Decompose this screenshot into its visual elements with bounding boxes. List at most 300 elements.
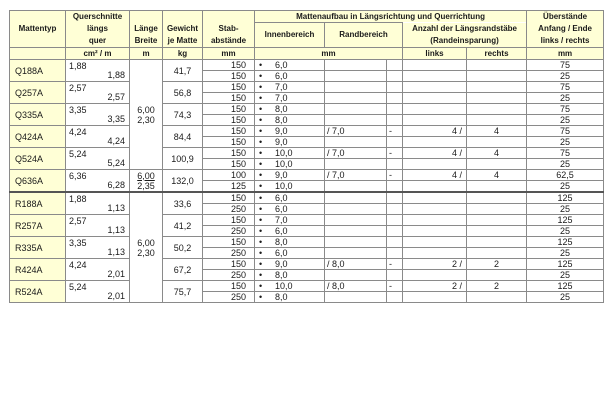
inner-diameter bbox=[255, 237, 325, 248]
spacing-value: 150 bbox=[203, 259, 255, 270]
edge-dash bbox=[387, 292, 403, 303]
inner-diameter-value: 9,0 bbox=[275, 259, 288, 269]
bullet-icon: • bbox=[259, 104, 263, 114]
inner-diameter bbox=[255, 82, 325, 93]
cross-long-value: 1,88 bbox=[69, 194, 87, 204]
cross-trans-value: 1,13 bbox=[107, 225, 125, 235]
unit-right: rechts bbox=[467, 48, 527, 60]
spacing-value: 150 bbox=[203, 215, 255, 226]
edge-dash bbox=[387, 204, 403, 215]
cross-trans-value: 1,88 bbox=[107, 70, 125, 80]
overhang-value: 125 bbox=[527, 237, 604, 248]
inner-diameter bbox=[255, 181, 325, 193]
bullet-icon: • bbox=[259, 292, 263, 302]
cross-trans-value: 2,01 bbox=[107, 291, 125, 301]
spacing-value: 150 bbox=[203, 115, 255, 126]
cross-section-cell bbox=[66, 82, 130, 104]
mesh-spec-table bbox=[9, 10, 604, 303]
unit-layout: mm bbox=[255, 48, 403, 60]
overhang-value: 125 bbox=[527, 215, 604, 226]
header-spacing-spacer bbox=[203, 11, 255, 23]
header-overhang-2: Anfang / Ende bbox=[527, 23, 604, 36]
inner-diameter bbox=[255, 60, 325, 71]
edge-bars-left: 4 / bbox=[403, 148, 467, 159]
width-value: 2,35 bbox=[137, 180, 155, 191]
inner-diameter bbox=[255, 93, 325, 104]
header-cross-long: längs bbox=[66, 23, 130, 36]
inner-diameter-value: 8,0 bbox=[275, 115, 288, 125]
cross-trans-value: 5,24 bbox=[107, 158, 125, 168]
spacing-value: 250 bbox=[203, 292, 255, 303]
weight-value: 50,2 bbox=[163, 237, 203, 259]
cross-trans-value: 2,01 bbox=[107, 269, 125, 279]
edge-bars-left bbox=[403, 237, 467, 248]
edge-dash bbox=[387, 71, 403, 82]
edge-diameter-value bbox=[325, 60, 387, 71]
overhang-value: 25 bbox=[527, 270, 604, 281]
cross-section-cell bbox=[66, 192, 130, 215]
overhang-value: 125 bbox=[527, 259, 604, 270]
unit-type bbox=[10, 48, 66, 60]
mesh-type: Q335A bbox=[10, 104, 66, 126]
spacing-value: 150 bbox=[203, 104, 255, 115]
cross-long-value: 1,88 bbox=[69, 61, 87, 71]
inner-diameter-value: 10,0 bbox=[275, 148, 293, 158]
edge-dash bbox=[387, 60, 403, 71]
bullet-icon: • bbox=[259, 148, 263, 158]
length-width-cell bbox=[130, 60, 163, 170]
edge-dash bbox=[387, 226, 403, 237]
header-layout-title: Mattenaufbau in Längsrichtung und Querrichtung bbox=[255, 11, 527, 23]
overhang-value: 25 bbox=[527, 93, 604, 104]
bullet-icon: • bbox=[259, 259, 263, 269]
overhang-value: 75 bbox=[527, 148, 604, 159]
edge-bars-right bbox=[467, 226, 527, 237]
inner-diameter-value: 6,0 bbox=[275, 248, 288, 258]
header-overhang-3: links / rechts bbox=[527, 36, 604, 48]
edge-diameter-value bbox=[325, 270, 387, 281]
edge-diameter-value bbox=[325, 215, 387, 226]
bullet-icon: • bbox=[259, 226, 263, 236]
edge-diameter-value bbox=[325, 71, 387, 82]
edge-dash: - bbox=[387, 170, 403, 181]
overhang-value: 62,5 bbox=[527, 170, 604, 181]
bullet-icon: • bbox=[259, 82, 263, 92]
bullet-icon: • bbox=[259, 193, 263, 203]
mesh-type: R188A bbox=[10, 192, 66, 215]
cross-section-cell bbox=[66, 104, 130, 126]
inner-diameter bbox=[255, 104, 325, 115]
inner-diameter-value: 6,0 bbox=[275, 204, 288, 214]
inner-diameter-value: 6,0 bbox=[275, 71, 288, 81]
edge-bars-left bbox=[403, 93, 467, 104]
overhang-value: 25 bbox=[527, 181, 604, 193]
mesh-type: Q636A bbox=[10, 170, 66, 193]
spacing-value: 250 bbox=[203, 270, 255, 281]
header-inner: Innenbereich bbox=[255, 23, 325, 48]
header-cross-trans: quer bbox=[66, 36, 130, 48]
unit-weight: kg bbox=[163, 48, 203, 60]
cross-long-value: 3,35 bbox=[69, 105, 87, 115]
edge-bars-right bbox=[467, 248, 527, 259]
edge-dash bbox=[387, 181, 403, 193]
spacing-value: 150 bbox=[203, 237, 255, 248]
mesh-type: Q424A bbox=[10, 126, 66, 148]
cross-trans-value: 1,13 bbox=[107, 247, 125, 257]
cross-long-value: 2,57 bbox=[69, 216, 87, 226]
weight-value: 41,7 bbox=[163, 60, 203, 82]
edge-diameter-value bbox=[325, 237, 387, 248]
edge-bars-left bbox=[403, 60, 467, 71]
cross-section-cell bbox=[66, 259, 130, 281]
inner-diameter bbox=[255, 148, 325, 159]
edge-dash bbox=[387, 215, 403, 226]
unit-overhang: mm bbox=[527, 48, 604, 60]
bullet-icon: • bbox=[259, 115, 263, 125]
length-value: 6,00 bbox=[137, 104, 155, 115]
cross-trans-value: 2,57 bbox=[107, 92, 125, 102]
inner-diameter bbox=[255, 204, 325, 215]
header-spacing-bottom: abstände bbox=[203, 36, 255, 48]
edge-dash bbox=[387, 159, 403, 170]
length-value: 6,00 bbox=[137, 170, 155, 181]
length-width-cell bbox=[130, 170, 163, 193]
inner-diameter-value: 9,0 bbox=[275, 137, 288, 147]
inner-diameter-value: 7,0 bbox=[275, 215, 288, 225]
table-row bbox=[10, 126, 604, 137]
edge-bars-right bbox=[467, 82, 527, 93]
unit-length: m bbox=[130, 48, 163, 60]
inner-diameter bbox=[255, 192, 325, 204]
spacing-value: 150 bbox=[203, 93, 255, 104]
width-value: 2,30 bbox=[137, 247, 155, 258]
inner-diameter-value: 10,0 bbox=[275, 159, 293, 169]
inner-diameter-value: 10,0 bbox=[275, 281, 293, 291]
spacing-value: 150 bbox=[203, 60, 255, 71]
spacing-value: 100 bbox=[203, 170, 255, 181]
spacing-value: 125 bbox=[203, 181, 255, 193]
edge-diameter-value bbox=[325, 292, 387, 303]
inner-diameter-value: 6,0 bbox=[275, 60, 288, 70]
edge-dash: - bbox=[387, 126, 403, 137]
bullet-icon: • bbox=[259, 237, 263, 247]
mesh-type: R424A bbox=[10, 259, 66, 281]
unit-left: links bbox=[403, 48, 467, 60]
bullet-icon: • bbox=[259, 71, 263, 81]
spacing-value: 150 bbox=[203, 126, 255, 137]
cross-trans-value: 1,13 bbox=[107, 203, 125, 213]
overhang-value: 75 bbox=[527, 82, 604, 93]
edge-diameter-value bbox=[325, 248, 387, 259]
weight-value: 132,0 bbox=[163, 170, 203, 193]
inner-diameter-value: 8,0 bbox=[275, 237, 288, 247]
cross-section-cell bbox=[66, 215, 130, 237]
header-weight-bottom: je Matte bbox=[163, 36, 203, 48]
edge-bars-left bbox=[403, 204, 467, 215]
overhang-value: 25 bbox=[527, 292, 604, 303]
edge-diameter-value bbox=[325, 104, 387, 115]
edge-bars-right: 4 bbox=[467, 170, 527, 181]
table-row bbox=[10, 82, 604, 93]
inner-diameter bbox=[255, 115, 325, 126]
mesh-type: R335A bbox=[10, 237, 66, 259]
edge-bars-right bbox=[467, 181, 527, 193]
edge-bars-left bbox=[403, 71, 467, 82]
mesh-spec-sheet bbox=[9, 10, 603, 394]
unit-cross: cm² / m bbox=[66, 48, 130, 60]
unit-spacing: mm bbox=[203, 48, 255, 60]
edge-bars-right bbox=[467, 292, 527, 303]
mesh-type: Q524A bbox=[10, 148, 66, 170]
header-edge: Randbereich bbox=[325, 23, 403, 48]
inner-diameter-value: 10,0 bbox=[275, 181, 293, 191]
edge-bars-left bbox=[403, 215, 467, 226]
edge-bars-left bbox=[403, 181, 467, 193]
weight-value: 41,2 bbox=[163, 215, 203, 237]
edge-diameter-value bbox=[325, 137, 387, 148]
length-width-cell bbox=[130, 192, 163, 303]
edge-diameter-value bbox=[325, 226, 387, 237]
inner-diameter-value: 8,0 bbox=[275, 292, 288, 302]
inner-diameter-value: 9,0 bbox=[275, 126, 288, 136]
cross-long-value: 4,24 bbox=[69, 127, 87, 137]
bullet-icon: • bbox=[259, 281, 263, 291]
spacing-value: 150 bbox=[203, 281, 255, 292]
mesh-type: Q188A bbox=[10, 60, 66, 82]
edge-dash bbox=[387, 104, 403, 115]
edge-bars-left bbox=[403, 159, 467, 170]
inner-diameter bbox=[255, 137, 325, 148]
inner-diameter-value: 6,0 bbox=[275, 226, 288, 236]
overhang-value: 25 bbox=[527, 226, 604, 237]
edge-dash bbox=[387, 270, 403, 281]
bullet-icon: • bbox=[259, 170, 263, 180]
inner-diameter bbox=[255, 71, 325, 82]
bullet-icon: • bbox=[259, 248, 263, 258]
overhang-value: 25 bbox=[527, 204, 604, 215]
inner-diameter-value: 6,0 bbox=[275, 193, 288, 203]
inner-diameter bbox=[255, 270, 325, 281]
inner-diameter bbox=[255, 126, 325, 137]
edge-bars-left bbox=[403, 137, 467, 148]
spacing-value: 250 bbox=[203, 226, 255, 237]
edge-bars-left bbox=[403, 192, 467, 204]
inner-diameter-value: 8,0 bbox=[275, 104, 288, 114]
edge-diameter-value: / 8,0 bbox=[325, 281, 387, 292]
edge-dash bbox=[387, 93, 403, 104]
edge-bars-left: 4 / bbox=[403, 126, 467, 137]
edge-diameter-value: / 7,0 bbox=[325, 126, 387, 137]
inner-diameter-value: 7,0 bbox=[275, 82, 288, 92]
edge-dash bbox=[387, 237, 403, 248]
edge-dash bbox=[387, 115, 403, 126]
bullet-icon: • bbox=[259, 270, 263, 280]
bullet-icon: • bbox=[259, 181, 263, 191]
table-row bbox=[10, 215, 604, 226]
edge-diameter-value bbox=[325, 159, 387, 170]
edge-dash bbox=[387, 248, 403, 259]
overhang-value: 25 bbox=[527, 71, 604, 82]
cross-trans-value: 6,28 bbox=[107, 180, 125, 190]
spacing-value: 150 bbox=[203, 159, 255, 170]
header-cross-title: Querschnitte bbox=[66, 11, 130, 23]
overhang-value: 75 bbox=[527, 104, 604, 115]
edge-bars-right: 4 bbox=[467, 126, 527, 137]
header-weight-spacer bbox=[163, 11, 203, 23]
table-row bbox=[10, 281, 604, 292]
header-length-top: Länge bbox=[130, 23, 163, 36]
overhang-value: 25 bbox=[527, 115, 604, 126]
edge-dash bbox=[387, 192, 403, 204]
edge-bars-left: 2 / bbox=[403, 281, 467, 292]
header-type: Mattentyp bbox=[10, 11, 66, 48]
bullet-icon: • bbox=[259, 93, 263, 103]
overhang-value: 25 bbox=[527, 248, 604, 259]
cross-long-value: 3,35 bbox=[69, 238, 87, 248]
edge-diameter-value: / 7,0 bbox=[325, 148, 387, 159]
edge-bars-left bbox=[403, 104, 467, 115]
edge-bars-left bbox=[403, 270, 467, 281]
table-row bbox=[10, 259, 604, 270]
cross-section-cell bbox=[66, 126, 130, 148]
spacing-value: 250 bbox=[203, 248, 255, 259]
edge-bars-left bbox=[403, 115, 467, 126]
edge-bars-left: 4 / bbox=[403, 170, 467, 181]
inner-diameter bbox=[255, 292, 325, 303]
edge-diameter-value bbox=[325, 192, 387, 204]
header-edge-bars-2: (Randeinsparung) bbox=[403, 36, 527, 48]
table-row bbox=[10, 148, 604, 159]
overhang-value: 25 bbox=[527, 159, 604, 170]
width-value: 2,30 bbox=[137, 114, 155, 125]
edge-diameter-value: / 7,0 bbox=[325, 170, 387, 181]
cross-long-value: 2,57 bbox=[69, 83, 87, 93]
edge-diameter-value: / 8,0 bbox=[325, 259, 387, 270]
edge-bars-left bbox=[403, 226, 467, 237]
edge-diameter-value bbox=[325, 115, 387, 126]
edge-bars-right bbox=[467, 115, 527, 126]
edge-bars-right bbox=[467, 159, 527, 170]
mesh-rows bbox=[10, 60, 604, 303]
edge-bars-right bbox=[467, 104, 527, 115]
cross-section-cell bbox=[66, 148, 130, 170]
bullet-icon: • bbox=[259, 126, 263, 136]
weight-value: 75,7 bbox=[163, 281, 203, 303]
inner-diameter-value: 9,0 bbox=[275, 170, 288, 180]
overhang-value: 125 bbox=[527, 192, 604, 204]
edge-bars-left bbox=[403, 82, 467, 93]
edge-diameter-value bbox=[325, 82, 387, 93]
mesh-type: R524A bbox=[10, 281, 66, 303]
edge-diameter-value bbox=[325, 181, 387, 193]
edge-bars-left bbox=[403, 248, 467, 259]
cross-section-cell bbox=[66, 170, 130, 193]
cross-long-value: 5,24 bbox=[69, 282, 87, 292]
cross-section-cell bbox=[66, 237, 130, 259]
inner-diameter-value: 8,0 bbox=[275, 270, 288, 280]
edge-bars-left bbox=[403, 292, 467, 303]
overhang-value: 75 bbox=[527, 60, 604, 71]
spacing-value: 150 bbox=[203, 192, 255, 204]
header-overhang-1: Überstände bbox=[527, 11, 604, 23]
bullet-icon: • bbox=[259, 215, 263, 225]
edge-bars-right bbox=[467, 137, 527, 148]
edge-diameter-value bbox=[325, 204, 387, 215]
header-length-bottom: Breite bbox=[130, 36, 163, 48]
edge-bars-right bbox=[467, 237, 527, 248]
bullet-icon: • bbox=[259, 159, 263, 169]
table-row bbox=[10, 192, 604, 204]
overhang-value: 125 bbox=[527, 281, 604, 292]
weight-value: 33,6 bbox=[163, 192, 203, 215]
spacing-value: 150 bbox=[203, 137, 255, 148]
header-edge-bars-1: Anzahl der Längsrandstäbe bbox=[403, 23, 527, 36]
table-row bbox=[10, 60, 604, 71]
edge-bars-right bbox=[467, 215, 527, 226]
bullet-icon: • bbox=[259, 204, 263, 214]
edge-bars-right: 2 bbox=[467, 259, 527, 270]
inner-diameter bbox=[255, 159, 325, 170]
edge-bars-right bbox=[467, 71, 527, 82]
cross-trans-value: 4,24 bbox=[107, 136, 125, 146]
header-spacing-top: Stab- bbox=[203, 23, 255, 36]
weight-value: 56,8 bbox=[163, 82, 203, 104]
spacing-value: 150 bbox=[203, 71, 255, 82]
mesh-type: Q257A bbox=[10, 82, 66, 104]
edge-bars-right bbox=[467, 270, 527, 281]
bullet-icon: • bbox=[259, 137, 263, 147]
spacing-value: 250 bbox=[203, 204, 255, 215]
spacing-value: 150 bbox=[203, 148, 255, 159]
cross-section-cell bbox=[66, 281, 130, 303]
edge-dash bbox=[387, 137, 403, 148]
inner-diameter bbox=[255, 281, 325, 292]
cross-trans-value: 3,35 bbox=[107, 114, 125, 124]
inner-diameter-value: 7,0 bbox=[275, 93, 288, 103]
table-row bbox=[10, 104, 604, 115]
inner-diameter bbox=[255, 259, 325, 270]
header-length-spacer bbox=[130, 11, 163, 23]
cross-long-value: 5,24 bbox=[69, 149, 87, 159]
inner-diameter bbox=[255, 170, 325, 181]
edge-bars-right bbox=[467, 192, 527, 204]
weight-value: 100,9 bbox=[163, 148, 203, 170]
edge-dash bbox=[387, 82, 403, 93]
edge-dash: - bbox=[387, 259, 403, 270]
edge-bars-right: 4 bbox=[467, 148, 527, 159]
inner-diameter bbox=[255, 248, 325, 259]
table-row bbox=[10, 237, 604, 248]
length-value: 6,00 bbox=[137, 237, 155, 248]
inner-diameter bbox=[255, 226, 325, 237]
overhang-value: 75 bbox=[527, 126, 604, 137]
edge-bars-right bbox=[467, 204, 527, 215]
overhang-value: 25 bbox=[527, 137, 604, 148]
edge-diameter-value bbox=[325, 93, 387, 104]
edge-bars-right bbox=[467, 93, 527, 104]
weight-value: 74,3 bbox=[163, 104, 203, 126]
edge-dash: - bbox=[387, 281, 403, 292]
edge-bars-left: 2 / bbox=[403, 259, 467, 270]
cross-long-value: 4,24 bbox=[69, 260, 87, 270]
edge-bars-right bbox=[467, 60, 527, 71]
table-row bbox=[10, 170, 604, 181]
spacing-value: 150 bbox=[203, 82, 255, 93]
cross-long-value: 6,36 bbox=[69, 171, 87, 181]
cross-section-cell bbox=[66, 60, 130, 82]
weight-value: 84,4 bbox=[163, 126, 203, 148]
bullet-icon: • bbox=[259, 60, 263, 70]
